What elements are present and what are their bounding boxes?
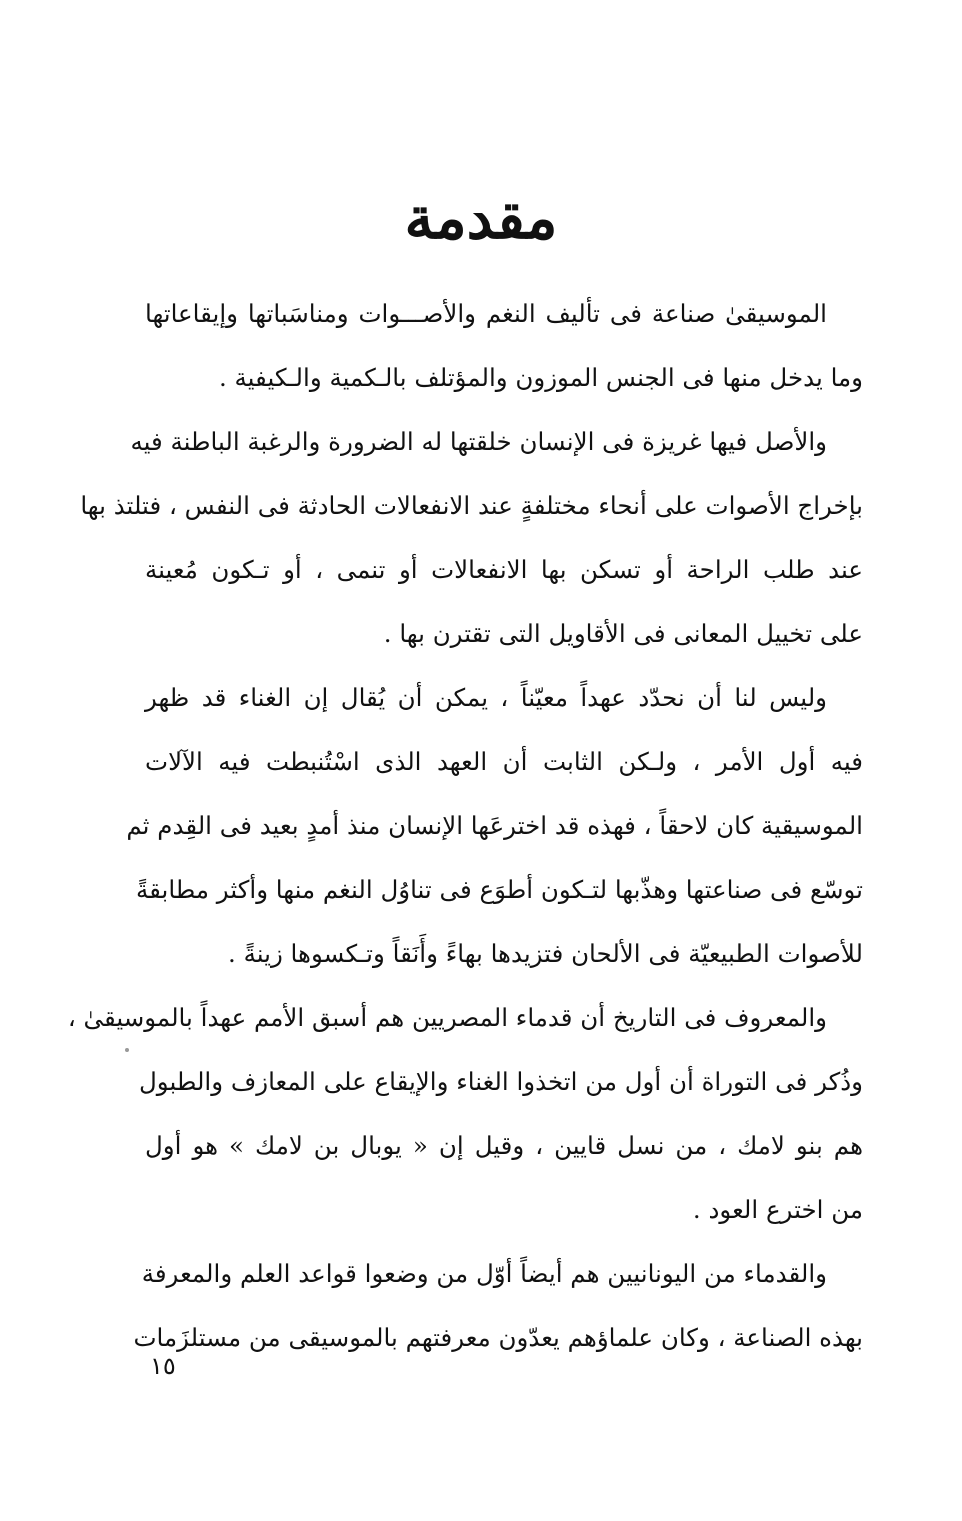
paragraph-3 (126, 666, 863, 986)
text-line: والأصل فيها غريزة فى الإنسان خلقتها له الضرورة والرغبة الباطنة فيه (130, 427, 827, 456)
text-line: هم بنو لامك ، من نسل قايين ، وقيل إن « يوبال بن لامك » هو أول (145, 1131, 863, 1160)
page-number: ١٥ (150, 1352, 176, 1380)
chapter-title: مقدمة (404, 184, 558, 252)
text-line: بهذه الصناعة ، وكان علماؤهم يعدّون معرفتهم بالموسيقى من مستلزَمات (133, 1323, 863, 1352)
text-line: والقدماء من اليونانيين هم أيضاً أوّل من وضعوا قواعد العلم والمعرفة (141, 1259, 827, 1288)
text-line: الموسيقىٰ صناعة فى تأليف النغم والأصـــوات ومناسَباتها وإيقاعاتها (145, 299, 827, 328)
text-line: الموسيقية كان لاحقاً ، فهذه قد اخترعَها الإنسان منذ أمدٍ بعيد فى القِدم ثم (126, 811, 863, 840)
text-line: عند طلب الراحة أو تسكن بها الانفعالات أو تنمى ، أو تـكون مُعينة (145, 555, 863, 584)
text-line: وليس لنا أن نحدّد عهداً معيّناً ، يمكن أن يُقال إن الغناء قد ظهر (145, 683, 827, 712)
text-line: على تخييل المعانى فى الأقاويل التى تقترن بها . (383, 619, 863, 648)
paragraph-5 (133, 1242, 863, 1370)
text-line: وما يدخل منها فى الجنس الموزون والمؤتلف بالـكمية والـكيفية . (218, 363, 863, 392)
text-line: من اخترع العود . (692, 1195, 863, 1224)
body-text (67, 282, 863, 1370)
text-line: توسّع فى صناعتها وهذّبها لتـكون أطوَع فى تناوُل النغم منها وأكثر مطابقةً (135, 875, 863, 904)
text-line: فيه أول الأمر ، ولـكن الثابت أن العهد الذى اسْتُنبطت فيه الآلات (145, 747, 863, 776)
text-line: والمعروف فى التاريخ أن قدماء المصريين هم أسبق الأمم عهداً بالموسيقىٰ ، (67, 1003, 827, 1032)
paragraph-2 (80, 410, 863, 666)
paragraph-4 (67, 986, 863, 1242)
margin-speck (125, 1048, 129, 1052)
paragraph-1 (145, 282, 863, 410)
text-line: بإخراج الأصوات على أنحاء مختلفةٍ عند الانفعالات الحادثة فى النفس ، فتلتذ بها (80, 491, 863, 520)
text-line: وذُكر فى التوراة أن أول من اتخذوا الغناء والإيقاع على المعازف والطبول (139, 1067, 863, 1096)
text-line: للأصوات الطبيعيّة فى الألحان فتزيدها بهاءً وأَنَقاً وتـكسوها زينةً . (228, 939, 863, 968)
